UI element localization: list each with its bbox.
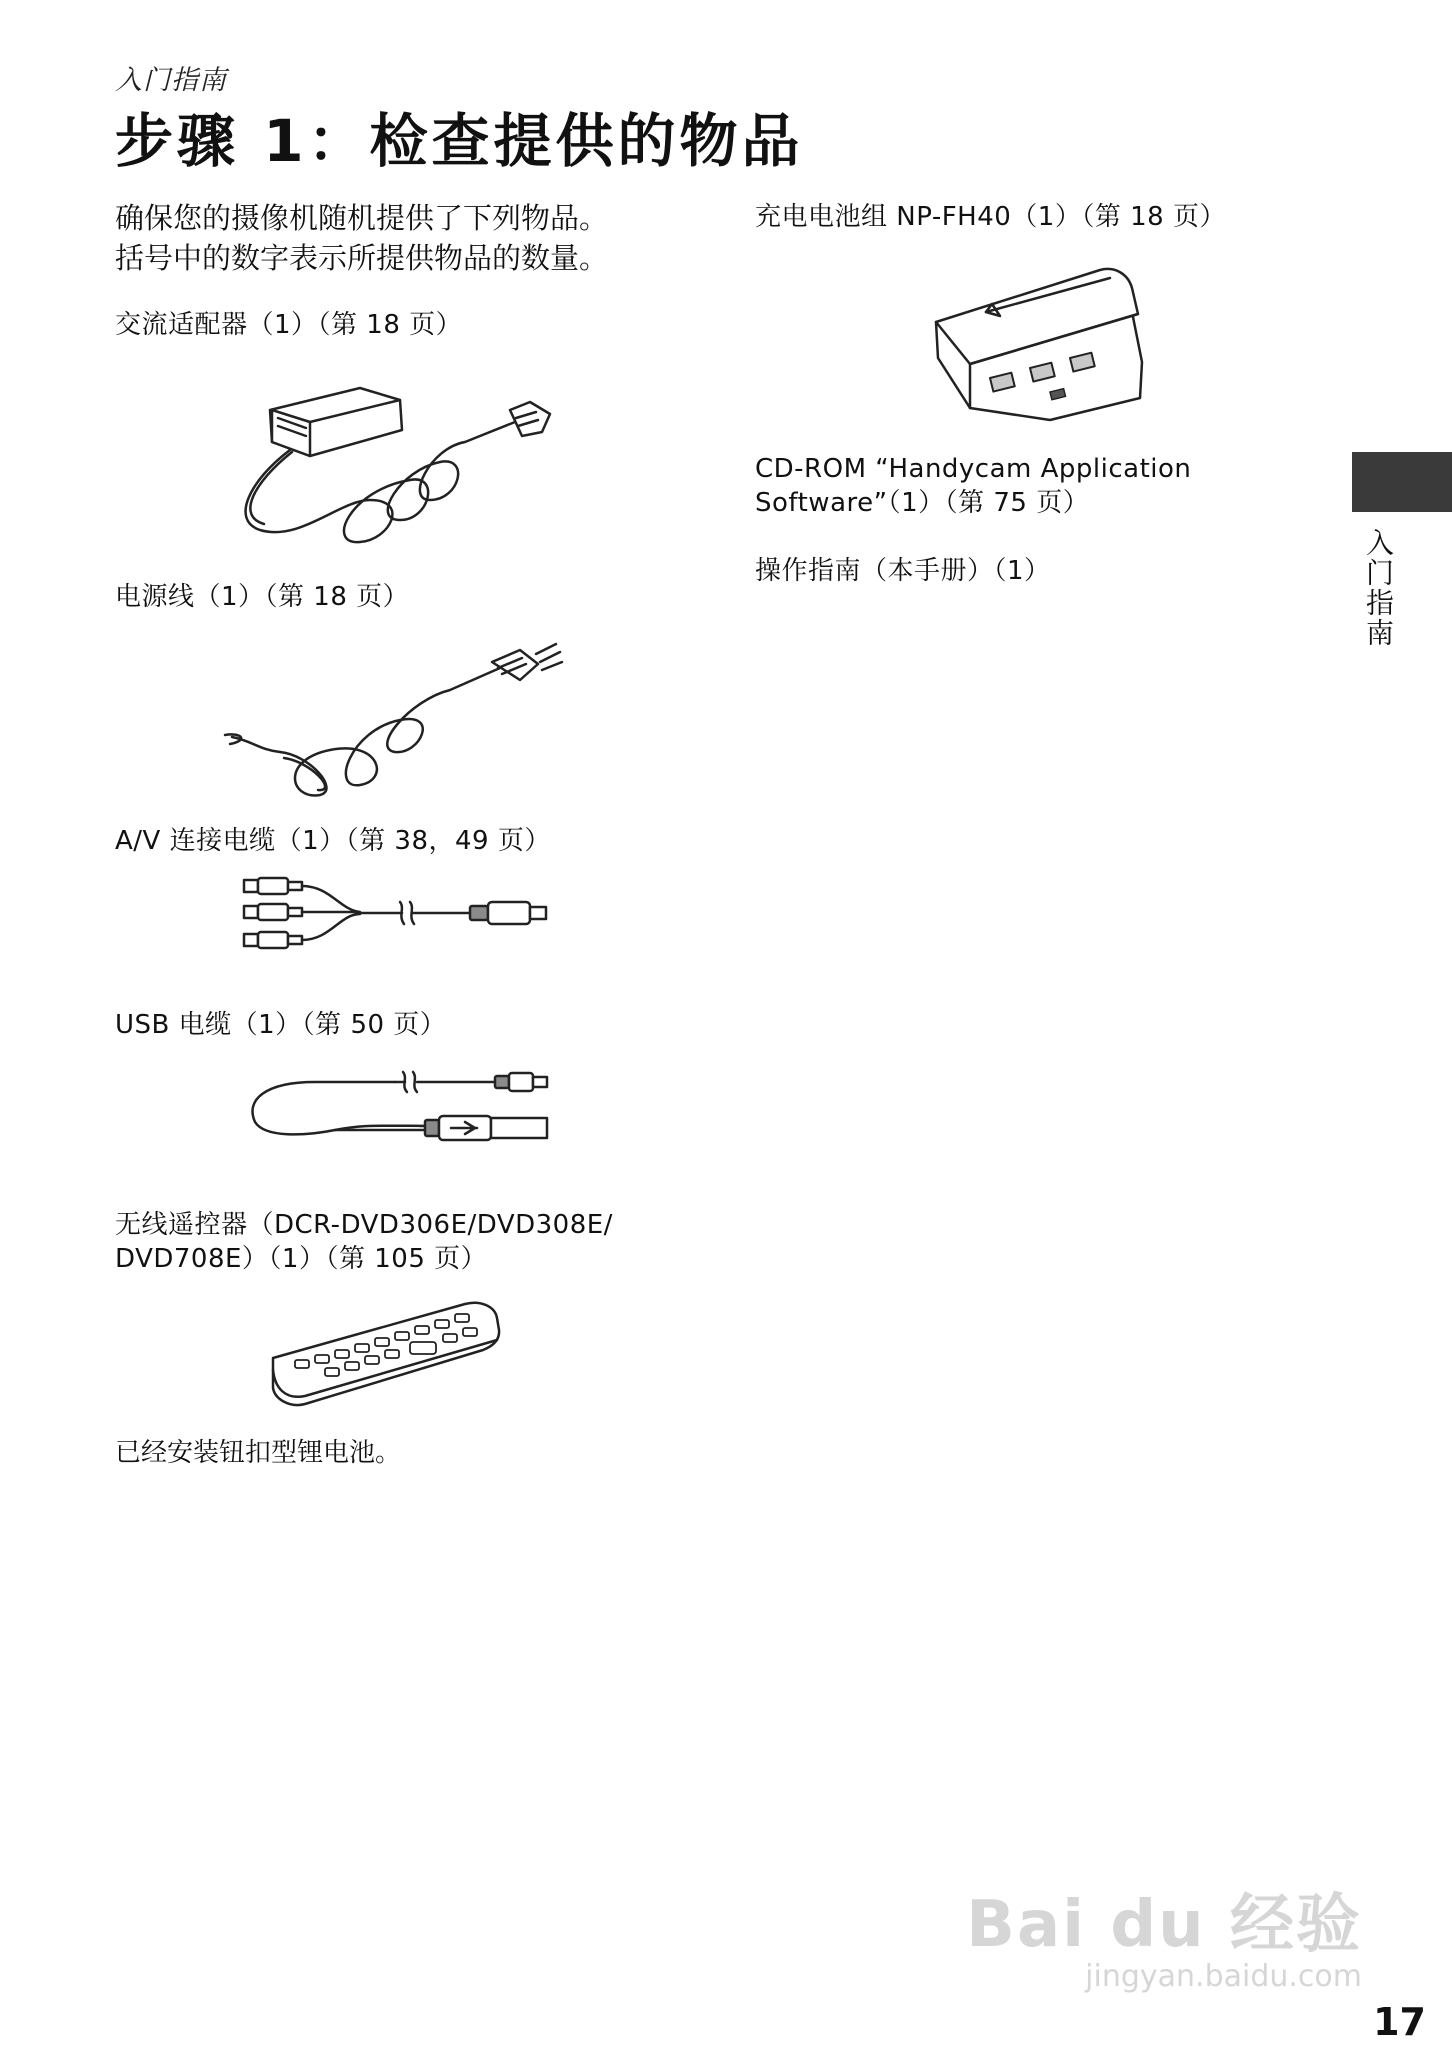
- item-battery-label: 充电电池组 NP-FH40（1）（第 18 页）: [755, 202, 1226, 232]
- intro-line-1: 确保您的摄像机随机提供了下列物品。: [115, 201, 609, 235]
- power-cord-illustration: [220, 640, 580, 800]
- item-cdrom-label-line-1: CD-ROM “Handycam Application: [755, 454, 1192, 484]
- intro-line-2: 括号中的数字表示所提供物品的数量。: [115, 241, 609, 275]
- item-ac-adaptor-label: 交流适配器（1）（第 18 页）: [115, 310, 463, 340]
- section-tab-label: 入门指南: [1362, 528, 1395, 648]
- baidu-watermark: [966, 1873, 1362, 1994]
- breadcrumb: 入门指南: [115, 65, 227, 96]
- page-number: 17: [1373, 2000, 1426, 2044]
- remote-control-illustration: [265, 1300, 505, 1410]
- usb-cable-illustration: [245, 1060, 555, 1160]
- item-power-cord-label: 电源线（1）（第 18 页）: [115, 582, 410, 612]
- ac-adaptor-illustration: [230, 370, 570, 560]
- watermark-url: jingyan.baidu.com: [1085, 1959, 1362, 1994]
- section-tab-marker: [1352, 452, 1452, 512]
- item-av-cable-label: A/V 连接电缆（1）（第 38，49 页）: [115, 826, 551, 856]
- watermark-brand: Bai du 经验: [966, 1888, 1362, 1962]
- item-manual-label: 操作指南（本手册）（1）: [755, 556, 1051, 586]
- battery-pack-illustration: [930, 258, 1150, 428]
- item-remote-label-line-1: 无线遥控器（DCR-DVD306E/DVD308E/: [115, 1210, 613, 1240]
- page-title: 步骤 1：检查提供的物品: [115, 107, 804, 175]
- intro-text: [115, 198, 675, 278]
- item-cdrom-label-line-2: Software”（1）（第 75 页）: [755, 488, 1090, 518]
- av-cable-illustration: [240, 870, 550, 960]
- remote-battery-note: 已经安装钮扣型锂电池。: [115, 1438, 402, 1468]
- item-usb-cable-label: USB 电缆（1）（第 50 页）: [115, 1010, 447, 1040]
- item-remote-label-line-2: DVD708E）（1）（第 105 页）: [115, 1244, 488, 1274]
